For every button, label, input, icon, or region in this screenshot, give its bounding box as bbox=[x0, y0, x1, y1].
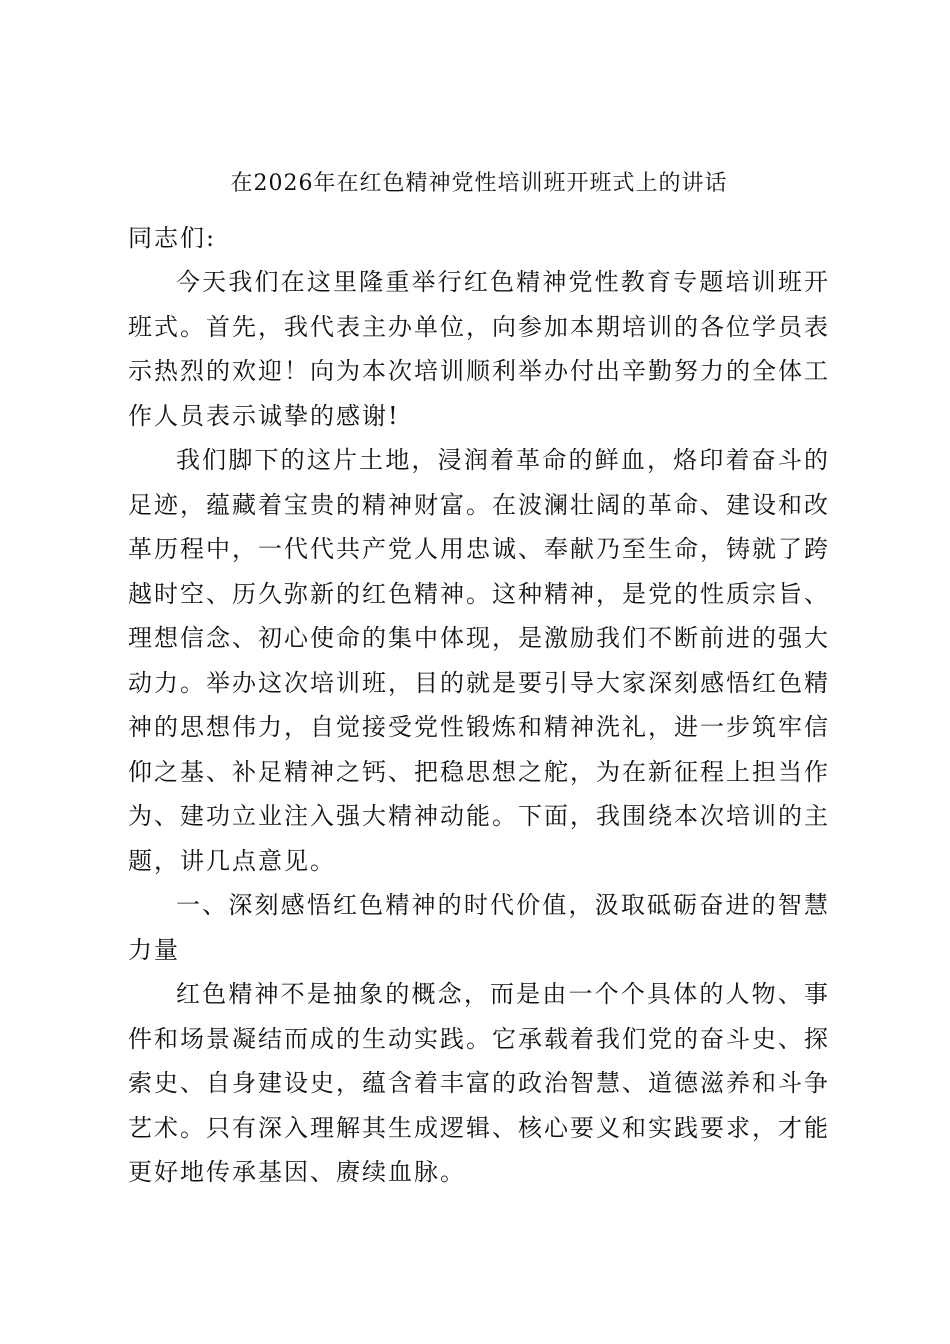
section-heading: 一、深刻感悟红色精神的时代价值，汲取砥砺奋进的智慧力量 bbox=[128, 891, 830, 964]
salutation: 同志们: bbox=[128, 224, 217, 252]
background-paragraph: 我们脚下的这片土地，浸润着革命的鲜血，烙印着奋斗的足迹，蕴藏着宝贵的精神财富。在波澜壮阔的革命、建设和改革历程中，一代代共产党人用忠诚、奉献乃至生命，铸就了跨越时空、历久弥新的红色精神。这种精神，是党的性质宗旨、理想信念、初心使命的集中体现，是激励我们不断前进的强大动力。举办这次培训班，目的就是要引导大家深刻感悟红色精神的思想伟力，自觉接受党性锻炼和精神洗礼，进一步筑牢信仰之基、补足精神之钙、把稳思想之舵，为在新征程上担当作为、建功立业注入强大精神动能。下面，我围绕本次培训的主题，讲几点意见。 bbox=[128, 446, 830, 875]
document-title: 在2026年在红色精神党性培训班开班式上的讲话 bbox=[230, 171, 728, 196]
section-paragraph: 红色精神不是抽象的概念，而是由一个个具体的人物、事件和场景凝结而成的生动实践。它承载着我们党的奋斗史、探索史、自身建设史，蕴含着丰富的政治智慧、道德滋养和斗争艺术。只有深入理解其生成逻辑、核心要义和实践要求，才能更好地传承基因、赓续血脉。 bbox=[128, 980, 830, 1186]
document-body bbox=[128, 166, 830, 1195]
opening-paragraph: 今天我们在这里隆重举行红色精神党性教育专题培训班开班式。首先，我代表主办单位，向参加本期培训的各位学员表示热烈的欢迎！向为本次培训顺利举办付出辛勤努力的全体工作人员表示诚挚的感谢! bbox=[128, 268, 830, 430]
